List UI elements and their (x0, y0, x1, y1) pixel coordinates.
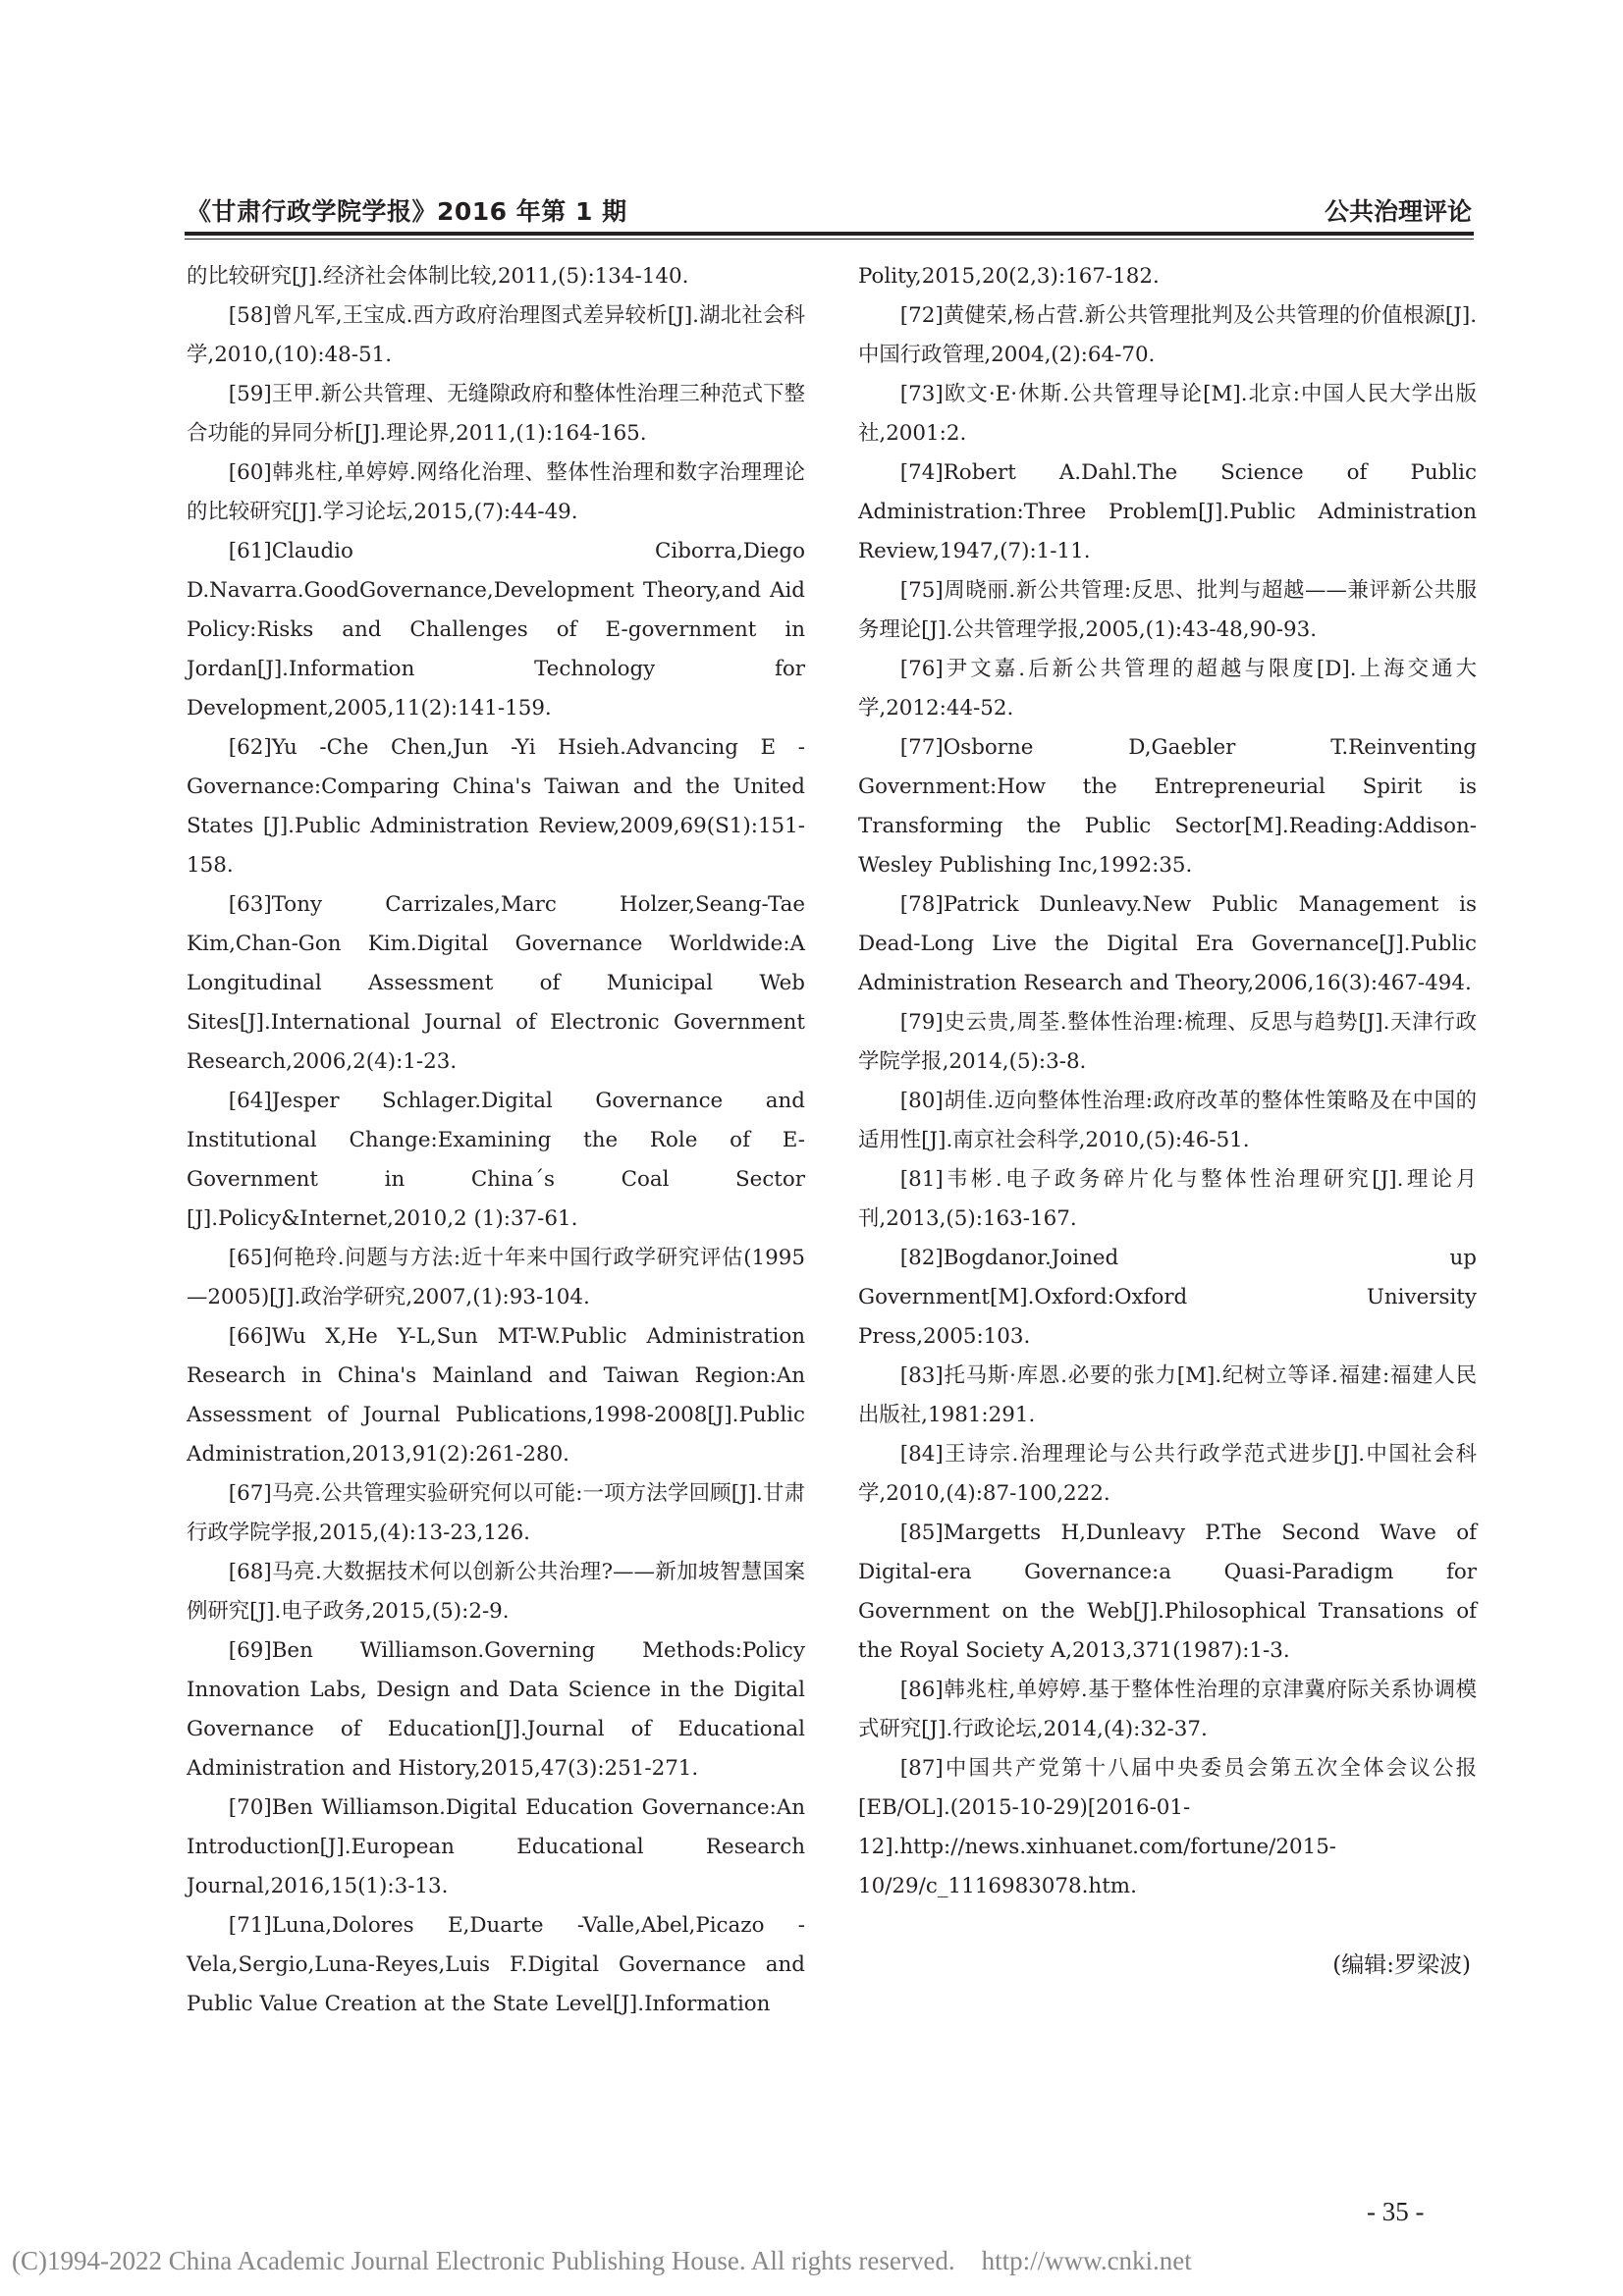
reference-entry: [72]黄健荣,杨占营.新公共管理批判及公共管理的价值根源[J].中国行政管理,2004,(2):64-70. (858, 303, 1477, 367)
reference-entry: [74]Robert A.Dahl.The Science of Public Administration:Three Problem[J].Public Administration Review,1947,(7):1-11. (858, 460, 1477, 563)
reference-entry: 的比较研究[J].经济社会体制比较,2011,(5):134-140. (187, 264, 689, 289)
reference-entry: [61]Claudio Ciborra,Diego D.Navarra.GoodGovernance,Development Theory,and Aid Policy:Risks and Challenges of E-government in Jordan[J].Information Technology for Development,2005,11(2):141-159. (187, 539, 805, 721)
reference-entry: [65]何艳玲.问题与方法:近十年来中国行政学研究评估(1995—2005)[J].政治学研究,2007,(1):93-104. (187, 1246, 805, 1309)
reference-entry: [85]Margetts H,Dunleavy P.The Second Wave of Digital-era Governance:a Quasi-Paradigm for Government on the Web[J].Philosophical Transations of the Royal Society A,2013,371(1987):1-3. (858, 1521, 1477, 1663)
reference-entry: [67]马亮.公共管理实验研究何以可能:一项方法学回顾[J].甘肃行政学院学报,2015,(4):13-23,126. (187, 1481, 805, 1545)
reference-entry: [71]Luna,Dolores E,Duarte -Valle,Abel,Picazo -Vela,Sergio,Luna-Reyes,Luis F.Digital Governance and Public Value Creation at the State Level[J].Information (187, 1913, 805, 2016)
references-left-column (187, 257, 805, 2024)
reference-entry: [69]Ben Williamson.Governing Methods:Policy Innovation Labs, Design and Data Science in the Digital Governance of Education[J].Journal of Educational Administration and History,2015,47(3):251-271. (187, 1638, 805, 1781)
page-number: - 35 - (1367, 2197, 1425, 2226)
reference-entry: [84]王诗宗.治理理论与公共行政学范式进步[J].中国社会科学,2010,(4):87-100,222. (858, 1442, 1477, 1506)
reference-entry: [81]韦彬.电子政务碎片化与整体性治理研究[J].理论月刊,2013,(5):163-167. (858, 1167, 1477, 1231)
reference-entry: [58]曾凡军,王宝成.西方政府治理图式差异较析[J].湖北社会科学,2010,(10):48-51. (187, 303, 805, 367)
journal-header: 《甘肃行政学院学报》2016 年第 1 期 (187, 197, 627, 226)
reference-entry: [59]王甲.新公共管理、无缝隙政府和整体性治理三种范式下整合功能的异同分析[J].理论界,2011,(1):164-165. (187, 382, 805, 446)
header-rule-thick (185, 232, 1474, 236)
reference-entry: [80]胡佳.迈向整体性治理:政府改革的整体性策略及在中国的适用性[J].南京社会科学,2010,(5):46-51. (858, 1089, 1477, 1152)
reference-entry: [75]周晓丽.新公共管理:反思、批判与超越——兼评新公共服务理论[J].公共管理学报,2005,(1):43-48,90-93. (858, 578, 1477, 642)
reference-entry: [86]韩兆柱,单婷婷.基于整体性治理的京津冀府际关系协调模式研究[J].行政论坛,2014,(4):32-37. (858, 1678, 1477, 1741)
reference-entry: [62]Yu -Che Chen,Jun -Yi Hsieh.Advancing E -Governance:Comparing China's Taiwan and the United States [J].Public Administration Review,2009,69(S1):151-158. (187, 735, 805, 878)
reference-entry: [68]马亮.大数据技术何以创新公共治理?——新加坡智慧国案例研究[J].电子政务,2015,(5):2-9. (187, 1560, 805, 1624)
section-header: 公共治理评论 (1324, 197, 1472, 226)
header-rule-thin (185, 239, 1474, 240)
editor-credit: (编辑:罗梁波) (1332, 1952, 1471, 1978)
reference-entry: [73]欧文·E·休斯.公共管理导论[M].北京:中国人民大学出版社,2001:2. (858, 382, 1477, 446)
reference-entry: [64]Jesper Schlager.Digital Governance and Institutional Change:Examining the Role of E-Government in China´s Coal Sector [J].Policy&Internet,2010,2 (1):37-61. (187, 1089, 805, 1231)
reference-entry: [87]中国共产党第十八届中央委员会第五次全体会议公报[EB/OL].(2015-10-29)[2016-01-12].http://news.xinhuanet.com/fortune/2015-10/29/c_1116983078.htm. (858, 1756, 1477, 1898)
reference-entry: [66]Wu X,He Y-L,Sun MT-W.Public Administration Research in China's Mainland and Taiwan Region:An Assessment of Journal Publications,1998-2008[J].Public Administration,2013,91(2):261-280. (187, 1324, 805, 1467)
reference-entry: [82]Bogdanor.Joined up Government[M].Oxford:Oxford University Press,2005:103. (858, 1246, 1477, 1349)
reference-entry: [83]托马斯·库恩.必要的张力[M].纪树立等译.福建:福建人民出版社,1981:291. (858, 1363, 1477, 1427)
reference-entry: [60]韩兆柱,单婷婷.网络化治理、整体性治理和数字治理理论的比较研究[J].学习论坛,2015,(7):44-49. (187, 460, 805, 524)
reference-entry: [78]Patrick Dunleavy.New Public Management is Dead-Long Live the Digital Era Governance[J].Public Administration Research and Theory,2006,16(3):467-494. (858, 892, 1477, 995)
reference-entry: [70]Ben Williamson.Digital Education Governance:An Introduction[J].European Educational Research Journal,2016,15(1):3-13. (187, 1795, 805, 1898)
reference-entry: [76]尹文嘉.后新公共管理的超越与限度[D].上海交通大学,2012:44-52. (858, 657, 1477, 721)
copyright-notice: (C)1994-2022 China Academic Journal Electronic Publishing House. All rights reserved. http://www.cnki.net (12, 2246, 1192, 2275)
references-right-column (858, 257, 1477, 1906)
reference-entry: [63]Tony Carrizales,Marc Holzer,Seang-Tae Kim,Chan-Gon Kim.Digital Governance Worldwide:A Longitudinal Assessment of Municipal Web Sites[J].International Journal of Electronic Government Research,2006,2(4):1-23. (187, 892, 805, 1074)
reference-entry: Polity,2015,20(2,3):167-182. (858, 264, 1160, 289)
reference-entry: [79]史云贵,周荃.整体性治理:梳理、反思与趋势[J].天津行政学院学报,2014,(5):3-8. (858, 1010, 1477, 1074)
reference-entry: [77]Osborne D,Gaebler T.Reinventing Government:How the Entrepreneurial Spirit is Transforming the Public Sector[M].Reading:Addison-Wesley Publishing Inc,1992:35. (858, 735, 1477, 878)
